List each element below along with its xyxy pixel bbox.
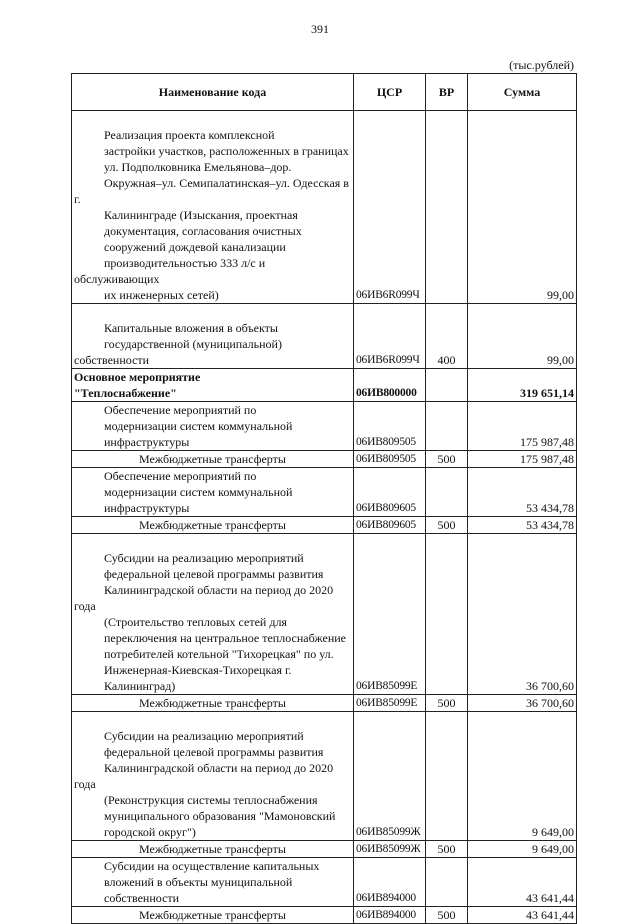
table-row xyxy=(72,111,577,304)
row-name-line: Межбюджетные трансферты xyxy=(139,696,286,710)
table-body xyxy=(72,111,577,924)
row-name-line: вложений в объекты муниципальной xyxy=(104,875,293,889)
row-sum-cell: 175 987,48 xyxy=(468,402,577,451)
row-name-line: переключения на центральное теплоснабжение xyxy=(104,631,347,645)
header-name: Наименование кода xyxy=(72,74,354,111)
table-row xyxy=(72,369,577,402)
units-label: (тыс.рублей) xyxy=(509,58,574,72)
row-name-cell xyxy=(72,695,354,712)
row-csr-cell: 06ИВ809505 xyxy=(354,402,426,451)
row-vr-cell xyxy=(426,534,468,695)
row-name-cell xyxy=(72,468,354,517)
row-name-line: производительностью 333 л/с и обслуживающих xyxy=(74,256,266,286)
row-vr-cell xyxy=(426,858,468,907)
table-row xyxy=(72,712,577,841)
row-name-line: собственности xyxy=(104,891,180,905)
row-name-line: (Строительство тепловых сетей для xyxy=(104,615,287,629)
row-vr-cell xyxy=(426,369,468,402)
row-csr-cell: 06ИВ6R099Ч xyxy=(354,111,426,304)
row-name-line: Обеспечение мероприятий по xyxy=(104,403,257,417)
row-name-line: Основное мероприятие xyxy=(74,370,201,384)
row-sum-cell: 53 434,78 xyxy=(468,468,577,517)
row-name-line: их инженерных сетей) xyxy=(104,288,219,302)
row-vr-cell: 500 xyxy=(426,907,468,924)
row-name-cell xyxy=(72,907,354,924)
row-name-line: Калининградской области на период до 2020 года xyxy=(74,761,334,791)
row-name-line: Окружная–ул. Семипалатинская–ул. Одесская в г. xyxy=(74,176,349,206)
row-name-line: федеральной целевой программы развития xyxy=(104,745,324,759)
row-vr-cell: 400 xyxy=(426,304,468,369)
row-name-line: застройки участков, расположенных в границах xyxy=(104,144,349,158)
budget-table xyxy=(71,73,577,924)
row-name-line: Межбюджетные трансферты xyxy=(139,908,286,922)
row-name-cell xyxy=(72,369,354,402)
row-sum-cell: 99,00 xyxy=(468,304,577,369)
row-vr-cell xyxy=(426,712,468,841)
row-name-cell xyxy=(72,451,354,468)
row-vr-cell xyxy=(426,402,468,451)
row-spacer xyxy=(74,534,351,550)
row-csr-cell: 06ИВ85099Ж xyxy=(354,841,426,858)
row-csr-cell: 06ИВ85099Е xyxy=(354,534,426,695)
row-csr-cell: 06ИВ894000 xyxy=(354,907,426,924)
row-spacer xyxy=(74,712,351,728)
row-name-line: инфраструктуры xyxy=(104,501,190,515)
row-name-line: (Реконструкция системы теплоснабжения xyxy=(104,793,318,807)
table-row xyxy=(72,517,577,534)
row-sum-cell: 99,00 xyxy=(468,111,577,304)
row-spacer xyxy=(74,304,351,320)
row-name-cell xyxy=(72,402,354,451)
row-csr-cell: 06ИВ6R099Ч xyxy=(354,304,426,369)
row-name-line: Межбюджетные трансферты xyxy=(139,452,286,466)
table-row xyxy=(72,468,577,517)
row-name-line: Субсидии на осуществление капитальных xyxy=(104,859,320,873)
row-name-line: Межбюджетные трансферты xyxy=(139,842,286,856)
row-name-line: Межбюджетные трансферты xyxy=(139,518,286,532)
row-name-line: Капитальные вложения в объекты xyxy=(104,321,278,335)
table-row xyxy=(72,695,577,712)
row-sum-cell: 319 651,14 xyxy=(468,369,577,402)
row-name-line: городской округ") xyxy=(104,825,196,839)
row-sum-cell: 43 641,44 xyxy=(468,858,577,907)
row-csr-cell: 06ИВ809605 xyxy=(354,468,426,517)
row-spacer xyxy=(74,111,351,127)
row-name-line: Калининград) xyxy=(104,679,176,693)
row-csr-cell: 06ИВ809505 xyxy=(354,451,426,468)
header-sum: Сумма xyxy=(468,74,577,111)
row-name-line: "Теплоснабжение" xyxy=(74,386,177,400)
row-name-line: потребителей котельной "Тихорецкая" по ул. xyxy=(104,647,334,661)
row-name-cell xyxy=(72,111,354,304)
row-vr-cell: 500 xyxy=(426,695,468,712)
row-name-cell xyxy=(72,858,354,907)
table-row xyxy=(72,858,577,907)
row-sum-cell: 36 700,60 xyxy=(468,695,577,712)
row-name-line: федеральной целевой программы развития xyxy=(104,567,324,581)
row-name-line: инфраструктуры xyxy=(104,435,190,449)
row-vr-cell: 500 xyxy=(426,841,468,858)
row-name-line: сооружений дождевой канализации xyxy=(104,240,286,254)
table-row xyxy=(72,304,577,369)
header-vr: ВР xyxy=(426,74,468,111)
row-sum-cell: 175 987,48 xyxy=(468,451,577,468)
row-sum-cell: 9 649,00 xyxy=(468,841,577,858)
table-header-row xyxy=(72,74,577,111)
row-name-cell xyxy=(72,517,354,534)
row-name-cell xyxy=(72,841,354,858)
row-name-line: государственной (муниципальной) собственности xyxy=(74,337,282,367)
row-name-line: Инженерная-Киевская-Тихорецкая г. xyxy=(104,663,292,677)
row-name-line: модернизации систем коммунальной xyxy=(104,485,293,499)
row-name-line: муниципального образования "Мамоновский xyxy=(104,809,336,823)
row-name-line: Обеспечение мероприятий по xyxy=(104,469,257,483)
table-row xyxy=(72,451,577,468)
row-name-cell xyxy=(72,712,354,841)
row-name-line: Калининградской области на период до 2020 года xyxy=(74,583,334,613)
row-sum-cell: 53 434,78 xyxy=(468,517,577,534)
row-vr-cell: 500 xyxy=(426,517,468,534)
row-sum-cell: 9 649,00 xyxy=(468,712,577,841)
row-vr-cell: 500 xyxy=(426,451,468,468)
table-row xyxy=(72,402,577,451)
row-csr-cell: 06ИВ894000 xyxy=(354,858,426,907)
table-row xyxy=(72,534,577,695)
row-csr-cell: 06ИВ809605 xyxy=(354,517,426,534)
row-name-line: Субсидии на реализацию мероприятий xyxy=(104,551,304,565)
row-vr-cell xyxy=(426,468,468,517)
row-name-line: Калининграде (Изыскания, проектная xyxy=(104,208,298,222)
row-name-line: документация, согласования очистных xyxy=(104,224,302,238)
row-csr-cell: 06ИВ85099Ж xyxy=(354,712,426,841)
row-name-cell xyxy=(72,304,354,369)
table-row xyxy=(72,907,577,924)
row-name-cell xyxy=(72,534,354,695)
row-name-line: модернизации систем коммунальной xyxy=(104,419,293,433)
row-name-line: Реализация проекта комплексной xyxy=(104,128,275,142)
row-sum-cell: 36 700,60 xyxy=(468,534,577,695)
row-csr-cell: 06ИВ800000 xyxy=(354,369,426,402)
row-name-line: Субсидии на реализацию мероприятий xyxy=(104,729,304,743)
row-sum-cell: 43 641,44 xyxy=(468,907,577,924)
header-csr: ЦСР xyxy=(354,74,426,111)
table-row xyxy=(72,841,577,858)
row-vr-cell xyxy=(426,111,468,304)
row-name-line: ул. Подполковника Емельянова–дор. xyxy=(104,160,292,174)
page-number: 391 xyxy=(311,22,329,36)
row-csr-cell: 06ИВ85099Е xyxy=(354,695,426,712)
